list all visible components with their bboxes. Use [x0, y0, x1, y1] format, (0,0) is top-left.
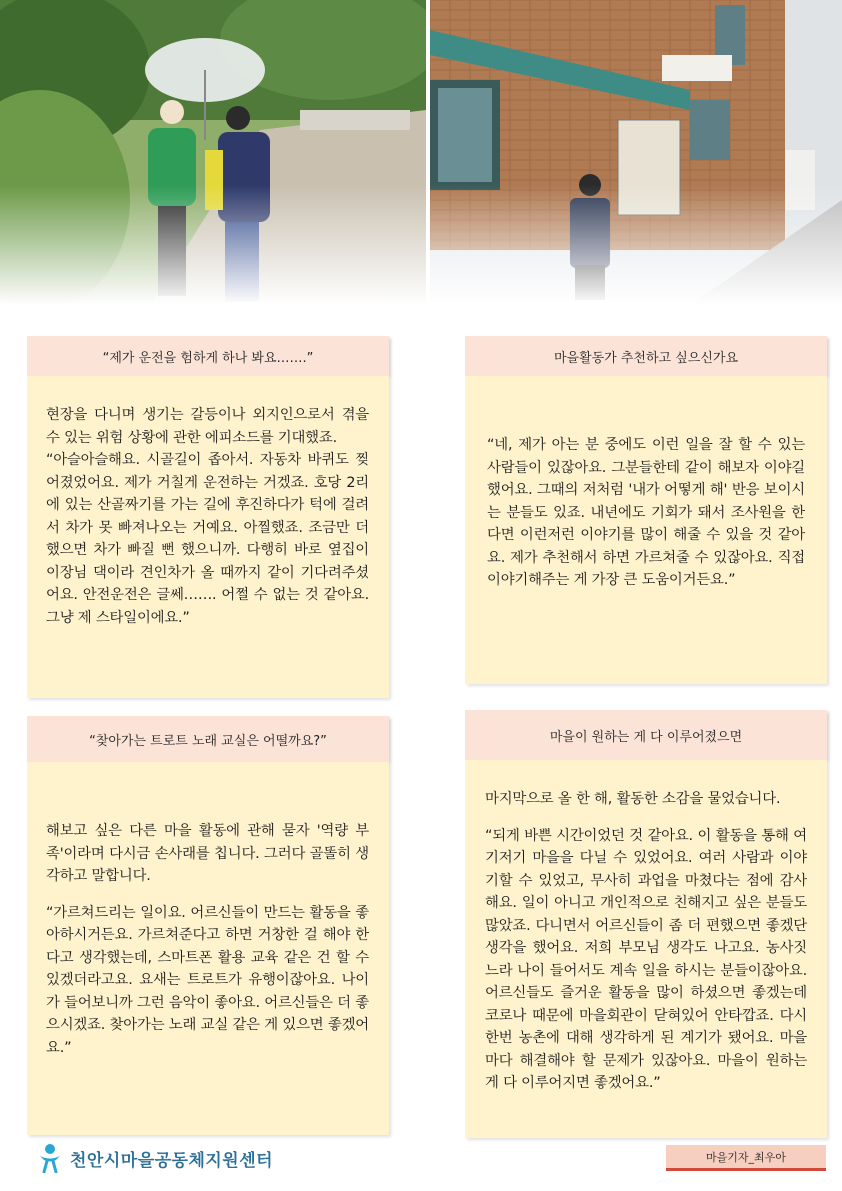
section-driving-story: [27, 336, 389, 698]
section-title: “찾아가는 트로트 노래 교실은 어떨까요?”: [27, 716, 389, 762]
section-village-wish: [465, 710, 827, 1138]
section-trot-class: [27, 716, 389, 1135]
center-logo: [38, 1143, 273, 1173]
intro-paragraph: 마지막으로 올 한 해, 활동한 소감을 물었습니다.: [485, 791, 781, 807]
section-recommend: [465, 336, 827, 684]
reporter-badge: 마을기자_최우아: [666, 1145, 826, 1171]
quote-paragraph: “되게 바쁜 시간이었던 것 같아요. 이 활동을 통해 여기저기 마을을 다닐 수 있었어요. 여러 사람과 이야기할 수 있었고, 무사히 과업을 마쳤다는 점에 감사해요. 일이 아니고 개인적으로 친해지고 싶은 분들도 많았죠. 다니면서 어르신들이 좀 더 편했으면 좋겠단 생각을 했어요. 저희 부모님 생각도 나고요. 농사짓느라 나이 들어서도 계속 일을 하시는 분들이잖아요. 어르신들도 즐거운 활동을 많이 하셨으면 좋겠는데 코로나 때문에 마을회관이 닫혀있어 안타깝죠. 다시 한번 농촌에 대해 생각하게 된 계기가 됐어요. 마을마다 해결해야 할 문제가 있잖아요. 마을이 원하는 게 다 이루어지면 좋겠어요.”: [485, 827, 807, 1091]
intro-paragraph: 해보고 싶은 다른 마을 활동에 관해 묻자 '역량 부족'이라며 다시금 손사래를 칩니다. 그러다 골똘히 생각하고 말합니다.: [46, 823, 369, 884]
quote-paragraph: “아슬아슬해요. 시골길이 좁아서. 자동차 바퀴도 찢어졌었어요. 제가 거칠게 운전하는 거겠죠. 호당 2리에 있는 산골짜기를 가는 길에 후진하다가 턱에 걸려서 차가 못 빠져나오는 거예요. 아찔했죠. 조금만 더 했으면 차가 빠질 뻔 했으니까. 다행히 바로 옆집이 이장님 댁이라 견인차가 올 때까지 같이 기다려주셨어요. 안전운전은 글쎄……. 어쩔 수 없는 것 같아요. 그냥 제 스타일이에요.”: [46, 452, 369, 626]
section-body: [465, 376, 827, 684]
section-title: “제가 운전을 험하게 하나 봐요…….”: [27, 336, 389, 376]
photo-field-visit: [0, 0, 426, 305]
section-title: 마을이 원하는 게 다 이루어졌으면: [465, 710, 827, 760]
section-body: [27, 376, 389, 698]
section-body: [465, 760, 827, 1138]
section-title: 마을활동가 추천하고 싶으신가요: [465, 336, 827, 376]
person-logo-icon: [38, 1143, 62, 1173]
logo-text: 천안시마을공동체지원센터: [70, 1150, 274, 1171]
photo-village-hall: [430, 0, 842, 305]
quote-paragraph: “가르쳐드리는 일이요. 어르신들이 만드는 활동을 좋아하시거든요. 가르쳐준다고 하면 거창한 걸 해야 한다고 생각했는데, 스마트폰 활용 교육 같은 건 할 수 있겠더라고요. 요새는 트로트가 유행이잖아요. 나이가 들어보니까 그런 음악이 좋아요. 어르신들은 더 좋으시겠죠. 찾아가는 노래 교실 같은 게 있으면 좋겠어요.”: [46, 904, 369, 1056]
quote-paragraph: “네, 제가 아는 분 중에도 이런 일을 잘 할 수 있는 사람들이 있잖아요. 그분들한테 같이 해보자 이야길 했어요. 그때의 저처럼 '내가 어떻게 해' 반응 보이시는 분들도 있죠. 내년에도 기회가 돼서 조사원을 한다면 이런저런 이야기를 많이 해줄 수 있을 것 같아요. 제가 추천해서 하면 가르쳐줄 수 있잖아요. 직접 이야기해주는 게 가장 큰 도움이거든요.”: [487, 437, 805, 588]
section-body: [27, 762, 389, 1135]
intro-paragraph: 현장을 다니며 생기는 갈등이나 외지인으로서 겪을 수 있는 위험 상황에 관한 에피소드를 기대했죠.: [46, 407, 369, 446]
